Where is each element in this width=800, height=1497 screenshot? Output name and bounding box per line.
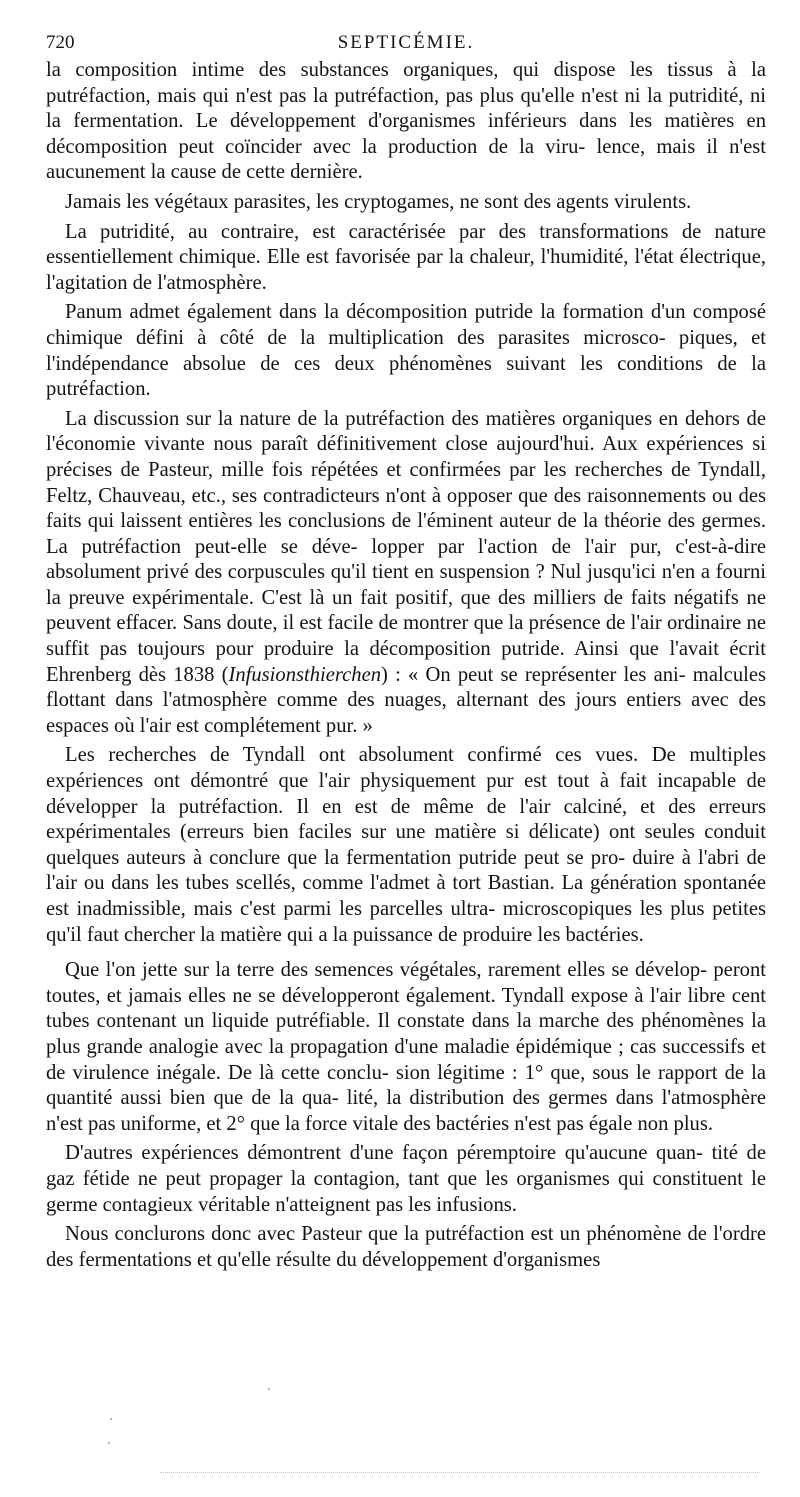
- infusionsthierchen-title: Infusionsthierchen: [228, 663, 382, 686]
- print-speck: [110, 1418, 112, 1420]
- running-head: [46, 28, 766, 58]
- paragraph-putridite: La putridité, au contraire, est caractérisée par des transformations de nature essentiellement chimique. Elle est favorisée par la chaleur, l'humidité, l'état électrique, l'agitation de l'atmosphère.: [46, 220, 766, 294]
- section-title: SEPTICÉMIE.: [337, 32, 475, 53]
- print-speck: [268, 1388, 270, 1390]
- paragraph-tyndall: Les recherches de Tyndall ont absolument confirmé ces vues. De multiples expériences ont démontré que l'air physiquement pur est tout à fait incapable de développer la putréfaction. Il en est de même de l'air calciné, et des erreurs expérimentales (erreurs bien faciles sur une matière si délicate) ont seules conduit quelques auteurs à conclure que la fermentation putride peut se pro- duire à l'abri de l'air ou dans les tubes scellés, comme l'admet à tort Bastian. La génération spontanée est inadmissible, mais c'est parmi les parcelles ultra- microscopiques les plus petites qu'il faut chercher la matière qui a la puissance de produire les bactéries.: [46, 744, 766, 946]
- paragraph-gaz-fetide: D'autres expériences démontrent d'une façon péremptoire qu'aucune quan- tité de gaz fétide ne peut propager la contagion, tant que les organismes qui constituent le germe contagieux véritable n'atteignent pas les infusions.: [46, 1142, 766, 1216]
- paragraph-parasites: Jamais les végétaux parasites, les cryptogames, ne sont des agents virulents.: [65, 190, 692, 213]
- book-page: [46, 28, 766, 1277]
- print-speck: [108, 1442, 110, 1444]
- paragraph-panum: Panum admet également dans la décomposition putride la formation d'un composé chimique défini à côté de la multiplication des parasites microsco- piques, et l'indépendance absolue de ces deux phénomènes suivant les conditions de la putréfaction.: [46, 301, 766, 401]
- paragraph-discussion: [46, 407, 766, 740]
- paragraph-continued: la composition intime des substances organiques, qui dispose les tissus à la putréfaction, mais qui n'est pas la putréfaction, pas plus qu'elle n'est ni la putridité, ni la fermentation. Le développement d'organismes inférieurs dans les matières en décomposition peut coïncider avec la production de la viru- lence, mais il n'est aucunement la cause de cette dernière.: [46, 59, 766, 184]
- paragraph-conclusion: Nous conclurons donc avec Pasteur que la putréfaction est un phénomène de l'ordre des fermentations et qu'elle résulte du développement d'organismes: [46, 1223, 766, 1271]
- paragraph-discussion-text: La discussion sur la nature de la putréfaction des matières organiques en dehors de l'économie vivante nous paraît définitivement close aujourd'hui. Aux expériences si précises de Pasteur, mille fois répétées et confirmées par les recherches de Tyndall, Feltz, Chauveau, etc., ses contradicteurs n'ont à opposer que des raisonnements ou des faits qui laissent entières les conclusions de l'éminent auteur de la théorie des germes. La putréfaction peut-elle se déve- lopper par l'action de l'air pur, c'est-à-dire absolument privé des corpuscules qu'il tient en suspension ? Nul jusqu'ici n'en a fourni la preuve expérimentale. C'est là un fait positif, que des milliers de faits négatifs ne peuvent effacer. Sans doute, il est facile de montrer que la présence de l'air ordinaire ne suffit pas toujours pour produire la décomposition putride. Ainsi que l'avait écrit Ehrenberg dès 1838 (: [46, 407, 766, 686]
- paragraph-semences: Que l'on jette sur la terre des semences végétales, rarement elles se dévelop- peront toutes, et jamais elles ne se développeront également. Tyndall expose à l'air libre cent tubes contenant un liquide putréfiable. Il constate dans la marche des phénomènes la plus grande analogie avec la propagation d'une maladie épidémique ; cas successifs et de virulence inégale. De là cette conclu- sion légitime : 1° que, sous le rapport de la quantité aussi bien que de la qua- lité, la distribution des germes dans l'atmosphère n'est pas uniforme, et 2° que la force vitale des bactéries n'est pas égale non plus.: [46, 959, 766, 1135]
- body-text: [46, 58, 766, 1273]
- bottom-rule: [160, 1472, 760, 1473]
- page-number: 720: [46, 32, 75, 53]
- paragraph-discussion-quote: ) : « On peut se représenter les ani- malcules flottant dans l'atmosphère comme des nuages, alternant des jours entiers avec des espaces où l'air est complétement pur. »: [46, 663, 766, 737]
